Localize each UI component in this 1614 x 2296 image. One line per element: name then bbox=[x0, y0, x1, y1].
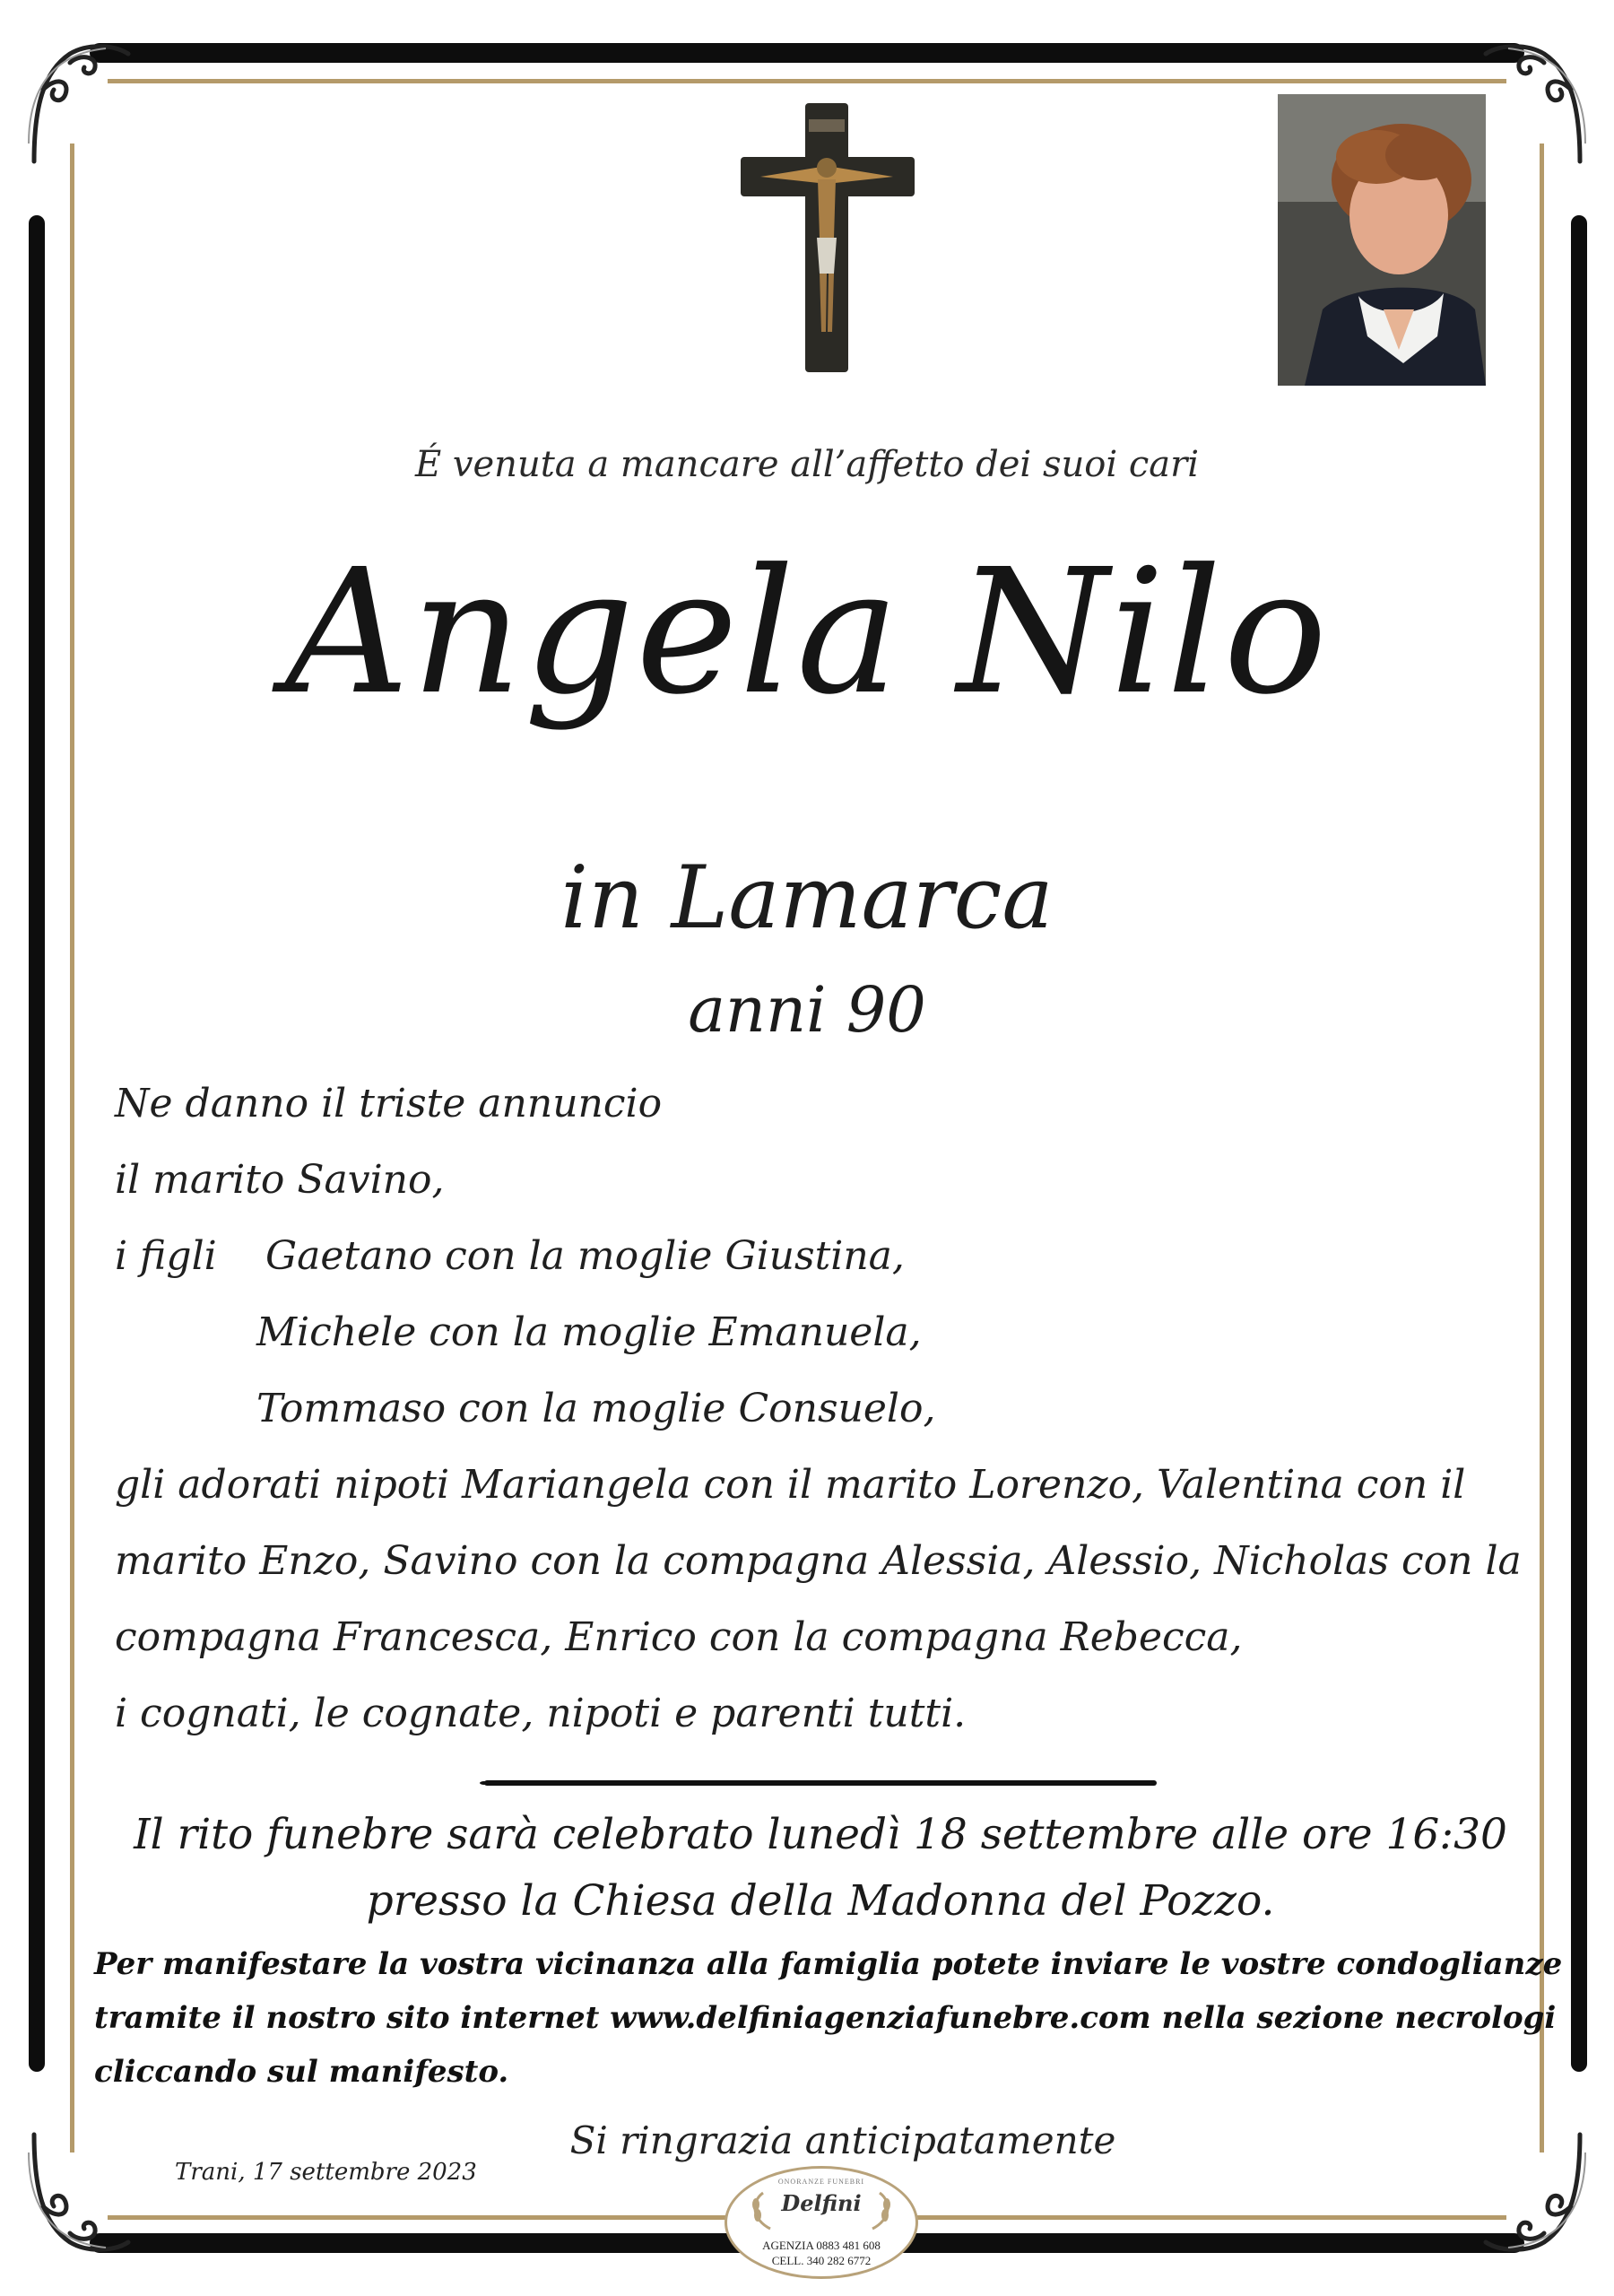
married-name: in Lamarca bbox=[560, 848, 1054, 948]
ceremony-line: presso la Chiesa della Madonna del Pozzo. bbox=[366, 1876, 1275, 1926]
condolence-notice: tramite il nostro sito internet www.delfiniagenziafunebre.com nella sezione necrologi bbox=[94, 2000, 1557, 2036]
place-date: Trani, 17 settembre 2023 bbox=[175, 2159, 477, 2186]
child-line: Gaetano con la moglie Giustina, bbox=[265, 1233, 905, 1279]
children-label: i figli bbox=[115, 1233, 217, 1279]
deceased-name: Angela Nilo bbox=[284, 533, 1330, 733]
agency-logo bbox=[725, 2166, 918, 2279]
agency-phone: AGENZIA 0883 481 608 bbox=[762, 2239, 881, 2252]
portrait-photo bbox=[1278, 94, 1486, 386]
ceremony-line: Il rito funebre sarà celebrato lunedì 18 settembre alle ore 16:30 bbox=[134, 1810, 1507, 1859]
logo-brand: Delfini bbox=[781, 2190, 862, 2216]
ornament-corner-icon bbox=[16, 36, 142, 170]
child-line: Tommaso con la moglie Consuelo, bbox=[256, 1386, 936, 1431]
frame-right-bar bbox=[1571, 215, 1587, 2072]
grandchildren-line: gli adorati nipoti Mariangela con il marito Lorenzo, Valentina con il bbox=[115, 1462, 1466, 1508]
frame-gold-top bbox=[108, 79, 1506, 83]
grandchildren-line: compagna Francesca, Enrico con la compagna Rebecca, bbox=[115, 1614, 1243, 1660]
condolence-notice: cliccando sul manifesto. bbox=[94, 2054, 509, 2090]
crucifix-icon bbox=[733, 103, 922, 381]
announcement-line: il marito Savino, bbox=[115, 1157, 445, 1203]
frame-left-bar bbox=[29, 215, 45, 2072]
divider bbox=[484, 1780, 1157, 1786]
child-line: Michele con la moglie Emanuela, bbox=[256, 1309, 922, 1355]
condolence-notice: Per manifestare la vostra vicinanza alla famiglia potete inviare le vostre condoglianze bbox=[94, 1946, 1563, 1982]
logo-tagline: ONORANZE FUNEBRI bbox=[777, 2178, 865, 2186]
frame-top-bar bbox=[90, 43, 1524, 63]
ornament-corner-icon bbox=[1472, 36, 1598, 170]
age-text: anni 90 bbox=[688, 973, 926, 1047]
intro-text: É venuta a mancare all’affetto dei suoi cari bbox=[415, 444, 1199, 485]
thanks-text: Si ringrazia anticipatamente bbox=[569, 2118, 1116, 2162]
announcement-line: Ne danno il triste annuncio bbox=[115, 1081, 663, 1126]
cell-phone: CELL. 340 282 6772 bbox=[771, 2254, 872, 2267]
relatives-line: i cognati, le cognate, nipoti e parenti tutti. bbox=[115, 1691, 967, 1736]
grandchildren-line: marito Enzo, Savino con la compagna Alessia, Alessio, Nicholas con la bbox=[115, 1538, 1522, 1584]
